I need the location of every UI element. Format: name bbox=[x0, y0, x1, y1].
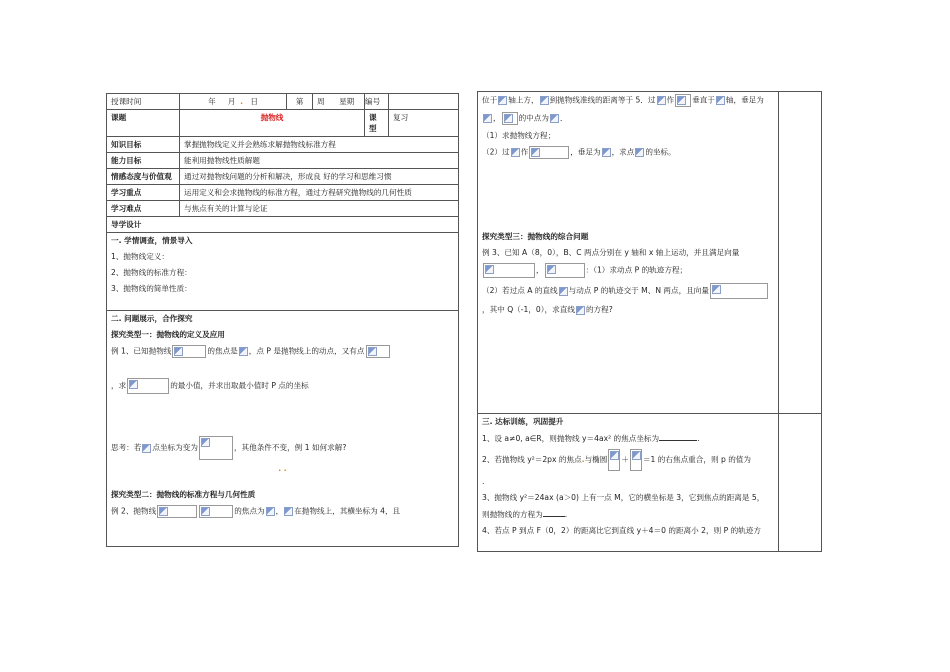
formula-icon bbox=[540, 96, 549, 105]
goal-row bbox=[107, 169, 459, 185]
month-label: 月 bbox=[227, 97, 236, 106]
dot-mark: . bbox=[581, 455, 585, 464]
formula-icon bbox=[559, 287, 568, 296]
example3-line1: 例 3、已知 A（8，0），B、C 两点分别在 y 轴和 x 轴上运动，并且满足向量 bbox=[482, 248, 740, 257]
formula-image bbox=[675, 94, 691, 107]
goal-label: 学习重点 bbox=[107, 185, 180, 201]
formula-image bbox=[366, 345, 390, 358]
formula-image bbox=[199, 436, 233, 460]
week-prefix: 第 bbox=[287, 94, 313, 110]
number-value bbox=[389, 94, 459, 110]
formula-image bbox=[172, 345, 206, 358]
formula-icon bbox=[174, 347, 183, 356]
question2 bbox=[482, 146, 774, 159]
answer-blank bbox=[543, 508, 568, 519]
formula-image bbox=[157, 505, 197, 518]
ex1-text-d: ，求 bbox=[111, 381, 127, 390]
continued-row bbox=[478, 92, 822, 414]
ex2-text-b: 的焦点为 bbox=[234, 506, 265, 516]
formula-image bbox=[199, 505, 233, 518]
lesson-type-label: 课型 bbox=[365, 110, 389, 137]
goal-text: 与焦点有关的计算与论证 bbox=[180, 201, 459, 217]
text: （2）若过点 A 的直线 bbox=[482, 286, 558, 295]
formula-icon bbox=[239, 347, 248, 356]
question1: （1）求抛物线方程； bbox=[482, 131, 556, 140]
section1-item: 1、抛物线定义： bbox=[111, 252, 169, 261]
section2-cell bbox=[107, 311, 459, 547]
text: ＋ bbox=[621, 455, 629, 464]
ex1-text-e: 的最小值，并求出取最小值时 P 点的坐标 bbox=[170, 381, 309, 390]
example2-line1 bbox=[111, 505, 454, 518]
ex2-text-c: ， bbox=[275, 506, 284, 516]
goal-label: 情感态度与价值观 bbox=[107, 169, 180, 185]
formula-icon bbox=[531, 148, 540, 157]
formula-image bbox=[502, 112, 518, 125]
task2-end: . bbox=[482, 477, 485, 486]
day-label: 日 bbox=[250, 97, 258, 106]
section1-item: 2、抛物线的标准方程： bbox=[111, 268, 192, 277]
year-label: 年 bbox=[208, 97, 216, 106]
text: 1、设 a≠0, a∈R，则抛物线 y＝4ax² 的焦点坐标为 bbox=[482, 434, 660, 443]
formula-icon bbox=[576, 306, 585, 315]
weekday-cell bbox=[313, 94, 365, 110]
section1-title: 一. 学情调查，情景导入 bbox=[111, 236, 193, 245]
goal-label: 学习难点 bbox=[107, 201, 180, 217]
text: 则抛物线的方程为 bbox=[482, 510, 543, 519]
task2 bbox=[482, 449, 774, 471]
formula-icon bbox=[159, 507, 168, 516]
text: 垂直于 bbox=[692, 95, 715, 105]
formula-icon bbox=[201, 507, 210, 516]
formula-icon bbox=[716, 96, 725, 105]
lesson-plan-table bbox=[106, 93, 459, 547]
formula-icon bbox=[266, 507, 275, 516]
goal-text: 能利用抛物线性质解题 bbox=[180, 153, 459, 169]
formula-icon bbox=[498, 96, 507, 105]
date-fields bbox=[180, 94, 287, 110]
example1-line2 bbox=[111, 378, 454, 394]
answer-blank bbox=[659, 432, 700, 443]
type2-heading: 探究类型二：抛物线的标准方程与几何性质 bbox=[111, 490, 256, 499]
lesson-plan-table-continued bbox=[477, 91, 822, 552]
text: （2）过 bbox=[482, 147, 510, 157]
continued-cell bbox=[478, 92, 779, 414]
goal-text: 掌握抛物线定义并会熟练求解抛物线标准方程 bbox=[180, 137, 459, 153]
section1-row bbox=[107, 233, 459, 311]
text: 的中点为 bbox=[518, 113, 549, 123]
section2-title: 二. 问题展示，合作探究 bbox=[111, 314, 193, 323]
guide-row bbox=[107, 217, 459, 233]
ex1-text-b: 的焦点是 bbox=[207, 346, 238, 356]
example2-line2 bbox=[482, 94, 774, 107]
formula-image bbox=[608, 449, 620, 471]
text: 轴上方， bbox=[508, 95, 539, 105]
text: 的坐标。 bbox=[645, 147, 676, 157]
formula-image bbox=[710, 283, 768, 299]
decoration-dots: · · bbox=[278, 466, 287, 475]
section3-row bbox=[478, 414, 822, 552]
task1 bbox=[482, 432, 774, 444]
text: ，垂足为 bbox=[570, 147, 601, 157]
formula-icon bbox=[602, 148, 611, 157]
formula-image bbox=[529, 146, 569, 159]
margin-cell bbox=[779, 414, 822, 552]
formula-icon bbox=[547, 265, 556, 274]
task3-line2 bbox=[482, 508, 774, 520]
task4: 4、若点 P 到点 F（0，2）的距离比它到直线 y＋4＝0 的距离小 2，则 P 的轨迹方 bbox=[482, 526, 761, 535]
formula-image bbox=[483, 263, 535, 278]
right-page bbox=[477, 91, 821, 552]
text: 轴，垂足为 bbox=[725, 95, 764, 105]
formula-icon bbox=[483, 114, 492, 123]
week-suffix: 周 bbox=[317, 97, 325, 106]
task3-line1: 3、抛物线 y²＝24ax (a＞0) 上有一点 M，它的横坐标是 3，它到焦点的距离是 5， bbox=[482, 493, 765, 502]
think-line bbox=[111, 436, 454, 460]
formula-icon bbox=[511, 148, 520, 157]
example3-line4 bbox=[482, 304, 774, 315]
text: ， bbox=[536, 265, 544, 275]
text: ，其中 Q（-1，0），求直线 bbox=[482, 305, 575, 314]
text: 作 bbox=[520, 147, 529, 157]
ex1-text-a: 例 1、已知抛物线 bbox=[111, 346, 172, 356]
text: . bbox=[697, 434, 700, 443]
text: ． bbox=[559, 113, 568, 123]
text: 与椭圆 bbox=[584, 455, 608, 464]
goal-row bbox=[107, 185, 459, 201]
lesson-type-value: 复习 bbox=[389, 110, 459, 137]
formula-image bbox=[630, 449, 642, 471]
formula-icon bbox=[550, 114, 559, 123]
formula-image bbox=[127, 378, 169, 394]
example2-line3 bbox=[482, 112, 774, 125]
text: 作 bbox=[666, 95, 675, 105]
section1-cell bbox=[107, 233, 459, 311]
goal-text: 运用定义和会求抛物线的标准方程，通过方程研究抛物线的几何性质 bbox=[180, 185, 459, 201]
subject-row bbox=[107, 110, 459, 137]
goal-text: 通过对抛物线问题的分析和解决，形成良 好的学习和思维习惯 bbox=[180, 169, 459, 185]
think-text-a: 思考：若 bbox=[111, 443, 142, 452]
dot-mark: . bbox=[240, 97, 244, 106]
example3-line2 bbox=[482, 263, 774, 278]
text: ＝1 的右焦点重合，则 p 的值为 bbox=[642, 455, 751, 464]
text: ：（1）求动点 P 的轨迹方程； bbox=[585, 265, 688, 275]
text: 2、若抛物线 y²＝2px 的焦点 bbox=[482, 455, 582, 464]
type1-heading: 探究类型一：抛物线的定义及应用 bbox=[111, 330, 225, 339]
text: 位于 bbox=[482, 95, 498, 105]
formula-icon bbox=[635, 148, 644, 157]
section3-cell bbox=[478, 414, 779, 552]
text: ， bbox=[493, 113, 501, 123]
text: 与动点 P 的轨迹交于 M、N 两点，且向量 bbox=[568, 286, 709, 295]
formula-icon bbox=[142, 444, 151, 453]
subject-label: 课题 bbox=[107, 110, 180, 137]
example1-line1 bbox=[111, 345, 454, 358]
formula-icon bbox=[201, 438, 210, 447]
think-text-c: ，其他条件不变，例 1 如何求解? bbox=[233, 443, 347, 452]
number-label: 编号 bbox=[365, 94, 389, 110]
formula-icon bbox=[657, 96, 666, 105]
goal-row bbox=[107, 201, 459, 217]
ex1-text-c: ，点 P 是抛物线上的动点，又有点 bbox=[248, 346, 365, 356]
think-text-b: 点坐标为变为 bbox=[152, 443, 198, 452]
ex2-text-d: 在抛物线上，其横坐标为 4，且 bbox=[294, 506, 401, 516]
ex2-text-a: 例 2、抛物线 bbox=[111, 506, 157, 516]
goal-label: 知识目标 bbox=[107, 137, 180, 153]
formula-icon bbox=[485, 265, 494, 274]
left-page bbox=[106, 93, 458, 547]
weekday-label: 星期 bbox=[339, 97, 355, 106]
margin-cell bbox=[779, 92, 822, 414]
formula-icon bbox=[677, 96, 686, 105]
text: . bbox=[564, 510, 568, 519]
section3-title: 三. 达标训练，巩固提升 bbox=[482, 417, 564, 426]
formula-icon bbox=[284, 507, 293, 516]
text: 到抛物线准线的距离等于 5．过 bbox=[549, 95, 656, 105]
date-label: 授课时间 bbox=[107, 94, 180, 110]
formula-icon bbox=[129, 380, 138, 389]
formula-icon bbox=[712, 285, 721, 294]
section1-item: 3、抛物线的简单性质： bbox=[111, 284, 192, 293]
formula-icon bbox=[610, 451, 619, 460]
header-row bbox=[107, 94, 459, 110]
formula-icon bbox=[504, 114, 513, 123]
example3-line3 bbox=[482, 283, 774, 299]
type3-heading: 探究类型三：抛物线的综合问题 bbox=[482, 232, 589, 241]
subject-title: 抛物线 bbox=[180, 110, 365, 137]
goal-label: 能力目标 bbox=[107, 153, 180, 169]
formula-image bbox=[545, 263, 585, 278]
goal-row bbox=[107, 153, 459, 169]
guide-label: 导学设计 bbox=[107, 217, 459, 233]
text: ，求点 bbox=[611, 147, 635, 157]
formula-icon bbox=[632, 451, 641, 460]
section2-row bbox=[107, 311, 459, 547]
text: 的方程? bbox=[585, 305, 613, 314]
formula-icon bbox=[368, 347, 377, 356]
goal-row bbox=[107, 137, 459, 153]
